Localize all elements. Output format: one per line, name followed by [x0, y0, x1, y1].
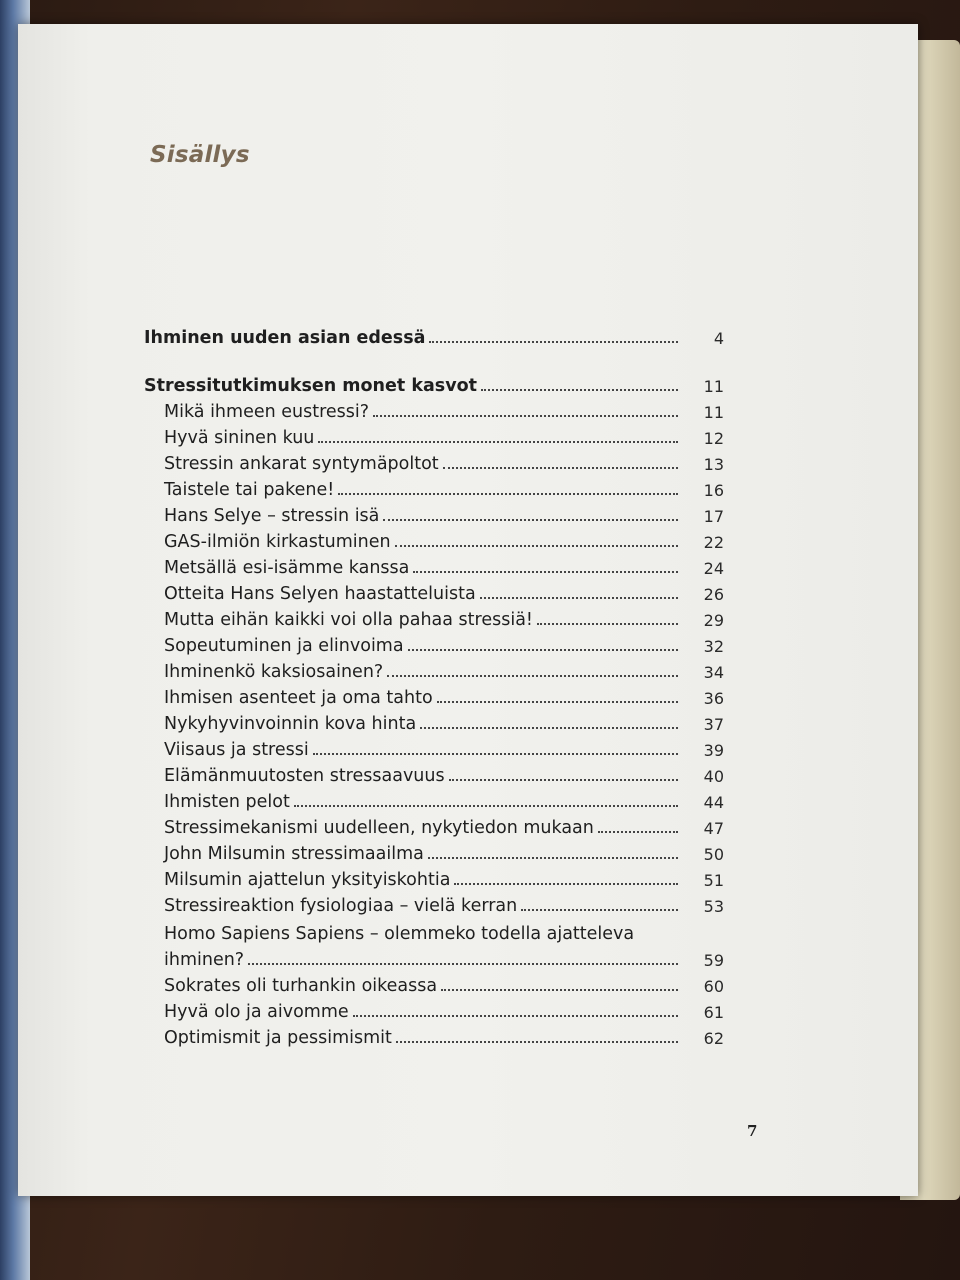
- toc-entry-title: Metsällä esi-isämme kanssa: [164, 558, 410, 578]
- toc-entry-title: Mutta eihän kaikki voi olla pahaa stressiä!: [164, 610, 533, 630]
- dot-leader: [353, 1014, 678, 1017]
- toc-entry: [144, 630, 724, 656]
- page-number: 7: [747, 1122, 758, 1140]
- toc-entry-page: 26: [703, 585, 724, 604]
- toc-entry-page: 37: [703, 715, 724, 734]
- toc-entry-page: 13: [703, 455, 724, 474]
- toc-entry-page: 16: [703, 481, 724, 500]
- toc-entry-page: 22: [703, 533, 724, 552]
- toc-entry: [144, 526, 724, 552]
- toc-entry-title: John Milsumin stressimaailma: [164, 844, 424, 864]
- toc-entry-title: Sokrates oli turhankin oikeassa: [164, 976, 438, 996]
- toc-entry-page: 39: [703, 741, 724, 760]
- toc-entry-page: 36: [703, 689, 724, 708]
- toc-entry-title: ihminen?: [164, 950, 245, 970]
- toc-entry: [144, 890, 724, 916]
- dot-leader: [598, 830, 678, 833]
- toc-entry: [144, 944, 724, 970]
- dot-leader: [420, 726, 678, 729]
- dot-leader: [294, 804, 678, 807]
- dot-leader: [480, 596, 678, 599]
- toc-entry-title: Ihmisen asenteet ja oma tahto: [164, 688, 433, 708]
- toc-entry: [144, 708, 724, 734]
- dot-leader: [387, 674, 678, 677]
- toc-entry: [144, 422, 724, 448]
- toc-entry-page: 62: [703, 1029, 724, 1048]
- toc-entry: [144, 682, 724, 708]
- dot-leader: [318, 440, 678, 443]
- dot-leader: [521, 908, 678, 911]
- toc-entry-page: 50: [703, 845, 724, 864]
- toc-entry-title: Stressin ankarat syntymäpoltot: [164, 454, 439, 474]
- toc-entry: [144, 578, 724, 604]
- toc-entry-title: GAS-ilmiön kirkastuminen: [164, 532, 391, 552]
- dot-leader: [454, 882, 678, 885]
- toc-entry-page: 51: [703, 871, 724, 890]
- dot-leader: [443, 466, 678, 469]
- toc-entry-title: Stressitutkimuksen monet kasvot: [144, 376, 477, 396]
- toc-entry-page: 44: [703, 793, 724, 812]
- toc-entry: [144, 864, 724, 890]
- toc-entry-title: Elämänmuutosten stressaavuus: [164, 766, 445, 786]
- toc-entry: [144, 918, 724, 944]
- toc-entry-title: Nykyhyvinvoinnin kova hinta: [164, 714, 417, 734]
- toc-entry: [144, 448, 724, 474]
- toc-entry-page: 17: [703, 507, 724, 526]
- dot-leader: [481, 388, 678, 391]
- dot-leader: [395, 544, 678, 547]
- dot-leader: [383, 518, 678, 521]
- book-page: [18, 24, 918, 1196]
- toc-entry: [144, 786, 724, 812]
- toc-section-entry: [144, 322, 724, 348]
- dot-leader: [413, 570, 678, 573]
- dot-leader: [408, 648, 678, 651]
- toc-entry-page: 61: [703, 1003, 724, 1022]
- dot-leader: [437, 700, 678, 703]
- toc-entry: [144, 500, 724, 526]
- dot-leader: [638, 938, 678, 939]
- dot-leader: [449, 778, 678, 781]
- toc-entry: [144, 838, 724, 864]
- toc-entry-title: Optimismit ja pessimismit: [164, 1028, 392, 1048]
- toc-entry-title: Ihmisten pelot: [164, 792, 290, 812]
- toc-entry: [144, 996, 724, 1022]
- toc-entry-title: Otteita Hans Selyen haastatteluista: [164, 584, 476, 604]
- toc-entry: [144, 760, 724, 786]
- toc-entry-page: 32: [703, 637, 724, 656]
- toc-heading: Sisällys: [150, 142, 250, 168]
- toc-entry-title: Homo Sapiens Sapiens – olemmeko todella ajatteleva: [164, 924, 635, 944]
- toc-entry-title: Milsumin ajattelun yksityiskohtia: [164, 870, 451, 890]
- toc-entry-page: 60: [703, 977, 724, 996]
- toc-entry-page: 34: [703, 663, 724, 682]
- toc-entry-title: Stressimekanismi uudelleen, nykytiedon mukaan: [164, 818, 594, 838]
- toc-entry: [144, 970, 724, 996]
- toc-entry-page: 47: [703, 819, 724, 838]
- dot-leader: [441, 988, 678, 991]
- toc-entry: [144, 552, 724, 578]
- toc-entry: [144, 474, 724, 500]
- toc-entry-title: Stressireaktion fysiologiaa – vielä kerran: [164, 896, 518, 916]
- toc-section-entry: [144, 370, 724, 396]
- dot-leader: [248, 962, 678, 965]
- toc-entry: [144, 604, 724, 630]
- toc-entry-page: 11: [703, 377, 724, 396]
- toc-entry-page: 29: [703, 611, 724, 630]
- toc-entry-title: Ihminenkö kaksiosainen?: [164, 662, 384, 682]
- toc-entry: [144, 734, 724, 760]
- toc-entry-page: 53: [703, 897, 724, 916]
- dot-leader: [338, 492, 678, 495]
- toc-entry-page: 40: [703, 767, 724, 786]
- toc-entry: [144, 396, 724, 422]
- toc-entry-title: Viisaus ja stressi: [164, 740, 309, 760]
- toc-entry-title: Hans Selye – stressin isä: [164, 506, 380, 526]
- toc-entry-page: 59: [703, 951, 724, 970]
- toc-entry-page: 11: [703, 403, 724, 422]
- toc-entry-page: 4: [713, 329, 724, 348]
- toc-entry-page: 12: [703, 429, 724, 448]
- dot-leader: [429, 340, 678, 343]
- toc-entry-title: Hyvä olo ja aivomme: [164, 1002, 349, 1022]
- toc-entry: [144, 1022, 724, 1048]
- toc-entry: [144, 812, 724, 838]
- dot-leader: [428, 856, 678, 859]
- toc-entry: [144, 656, 724, 682]
- toc-entry-page: 24: [703, 559, 724, 578]
- dot-leader: [537, 622, 678, 625]
- toc-entry-title: Hyvä sininen kuu: [164, 428, 315, 448]
- toc-entry-title: Taistele tai pakene!: [164, 480, 335, 500]
- dot-leader: [396, 1040, 678, 1043]
- toc-entry-title: Mikä ihmeen eustressi?: [164, 402, 370, 422]
- dot-leader: [373, 414, 678, 417]
- dot-leader: [313, 752, 678, 755]
- toc-entry-title: Sopeutuminen ja elinvoima: [164, 636, 404, 656]
- toc-entry-title: Ihminen uuden asian edessä: [144, 328, 426, 348]
